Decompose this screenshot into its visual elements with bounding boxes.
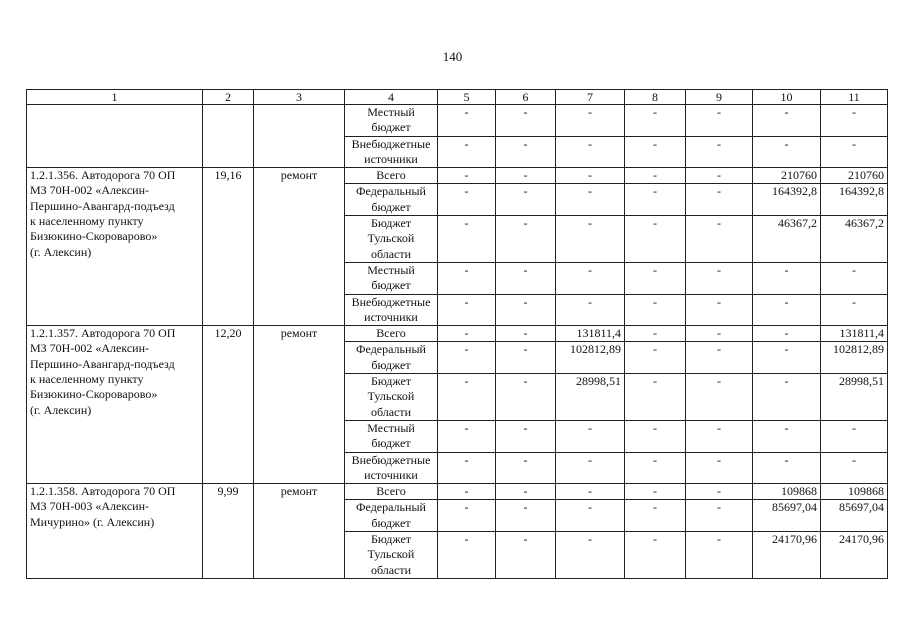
amount-cell: - — [556, 420, 625, 452]
amount-cell: - — [438, 168, 496, 184]
work-type: ремонт — [254, 484, 345, 579]
amount-cell: 164392,8 — [821, 184, 888, 216]
text-line: источники — [364, 151, 418, 166]
amount-cell: - — [496, 262, 556, 294]
amount-cell: - — [686, 532, 753, 579]
funding-source — [345, 420, 438, 452]
text-line: Тульской — [367, 231, 415, 246]
amount-cell: - — [556, 500, 625, 532]
amount-cell: 109868 — [821, 484, 888, 500]
funding-source — [345, 342, 438, 374]
amount-cell: - — [821, 420, 888, 452]
amount-cell: - — [625, 105, 686, 137]
amount-cell: - — [625, 484, 686, 500]
amount-cell: - — [625, 294, 686, 326]
amount-cell: - — [438, 500, 496, 532]
text-line: области — [370, 404, 412, 419]
amount-cell: - — [686, 136, 753, 168]
funding-source — [345, 484, 438, 500]
text-line: Бюджет — [370, 532, 412, 547]
text-line: (г. Алексин) — [30, 402, 92, 417]
work-type: ремонт — [254, 326, 345, 484]
amount-cell: - — [821, 452, 888, 484]
amount-cell: - — [496, 452, 556, 484]
amount-cell: - — [686, 420, 753, 452]
amount-cell: - — [496, 216, 556, 263]
amount-cell: - — [496, 342, 556, 374]
text-line: источники — [364, 467, 418, 482]
amount-cell: - — [625, 342, 686, 374]
budget-table — [26, 89, 888, 579]
text-line: 1.2.1.358. Автодорога 70 ОП — [30, 484, 176, 499]
amount-cell: - — [686, 500, 753, 532]
funding-source — [345, 500, 438, 532]
text-line: Местный — [367, 262, 415, 277]
table-row — [27, 168, 888, 184]
object-name — [27, 326, 203, 484]
amount-cell: - — [821, 262, 888, 294]
amount-cell: 28998,51 — [556, 374, 625, 421]
amount-cell: - — [821, 105, 888, 137]
funding-source — [345, 532, 438, 579]
amount-cell: - — [556, 136, 625, 168]
amount-cell: 210760 — [753, 168, 821, 184]
amount-cell: - — [753, 420, 821, 452]
amount-cell: - — [753, 262, 821, 294]
amount-cell: - — [625, 420, 686, 452]
amount-cell: - — [496, 500, 556, 532]
amount-cell: - — [686, 484, 753, 500]
amount-cell: - — [686, 184, 753, 216]
amount-cell: - — [556, 168, 625, 184]
amount-cell: - — [556, 532, 625, 579]
column-header: 4 — [345, 90, 438, 105]
amount-cell: 102812,89 — [821, 342, 888, 374]
amount-cell: - — [625, 326, 686, 342]
amount-cell: - — [821, 136, 888, 168]
text-line: Першино-Авангард-подъезд — [30, 356, 175, 371]
text-line: бюджет — [371, 357, 411, 372]
amount-cell: - — [556, 105, 625, 137]
table-row — [27, 326, 888, 342]
text-line: бюджет — [371, 120, 411, 135]
text-line: бюджет — [371, 436, 411, 451]
text-line: Бизюкино-Скороварово» — [30, 387, 158, 402]
text-line: Внебюджетные — [351, 294, 431, 309]
amount-cell: - — [496, 136, 556, 168]
column-header: 3 — [254, 90, 345, 105]
amount-cell: - — [556, 216, 625, 263]
length-value: 12,20 — [203, 326, 254, 484]
amount-cell: - — [556, 184, 625, 216]
amount-cell: 24170,96 — [753, 532, 821, 579]
amount-cell: - — [438, 262, 496, 294]
amount-cell: 24170,96 — [821, 532, 888, 579]
object-name — [27, 105, 203, 168]
amount-cell: - — [438, 452, 496, 484]
text-line: МЗ 70Н-002 «Алексин- — [30, 341, 150, 356]
table-row — [27, 484, 888, 500]
text-line: Внебюджетные — [351, 452, 431, 467]
amount-cell: - — [686, 216, 753, 263]
amount-cell: - — [625, 374, 686, 421]
object-name — [27, 168, 203, 326]
text-line: бюджет — [371, 515, 411, 530]
column-header: 1 — [27, 90, 203, 105]
amount-cell: - — [753, 105, 821, 137]
text-line: бюджет — [371, 278, 411, 293]
column-header: 2 — [203, 90, 254, 105]
amount-cell: - — [753, 136, 821, 168]
amount-cell: - — [438, 484, 496, 500]
text-line: области — [370, 246, 412, 261]
funding-source — [345, 374, 438, 421]
text-line: Федеральный — [356, 342, 426, 357]
amount-cell: - — [438, 532, 496, 579]
amount-cell: - — [496, 294, 556, 326]
text-line: Мичурино» (г. Алексин) — [30, 514, 155, 529]
amount-cell: - — [438, 216, 496, 263]
column-header: 11 — [821, 90, 888, 105]
amount-cell: 28998,51 — [821, 374, 888, 421]
amount-cell: - — [686, 452, 753, 484]
amount-cell: - — [625, 184, 686, 216]
amount-cell: - — [438, 105, 496, 137]
amount-cell: - — [438, 342, 496, 374]
amount-cell: 131811,4 — [556, 326, 625, 342]
funding-source — [345, 184, 438, 216]
column-header: 10 — [753, 90, 821, 105]
amount-cell: - — [496, 420, 556, 452]
amount-cell: - — [686, 326, 753, 342]
column-header: 5 — [438, 90, 496, 105]
work-type: ремонт — [254, 168, 345, 326]
amount-cell: - — [625, 136, 686, 168]
text-line: МЗ 70Н-003 «Алексин- — [30, 499, 150, 514]
amount-cell: - — [556, 484, 625, 500]
text-line: Местный — [367, 105, 415, 119]
column-header: 7 — [556, 90, 625, 105]
amount-cell: - — [753, 326, 821, 342]
funding-source — [345, 326, 438, 342]
funding-source — [345, 136, 438, 168]
length-value — [203, 105, 254, 168]
amount-cell: - — [821, 294, 888, 326]
text-line: к населенному пункту — [30, 214, 144, 229]
amount-cell: - — [556, 452, 625, 484]
amount-cell: - — [686, 294, 753, 326]
work-type — [254, 105, 345, 168]
header-row — [27, 90, 888, 105]
amount-cell: - — [753, 342, 821, 374]
page-number: 140 — [442, 49, 463, 64]
amount-cell: - — [625, 262, 686, 294]
amount-cell: - — [686, 105, 753, 137]
text-line: Всего — [376, 484, 406, 499]
amount-cell: - — [496, 484, 556, 500]
amount-cell: 85697,04 — [753, 500, 821, 532]
text-line: Внебюджетные — [351, 136, 431, 151]
amount-cell: - — [625, 452, 686, 484]
funding-source — [345, 216, 438, 263]
amount-cell: - — [438, 136, 496, 168]
text-line: Першино-Авангард-подъезд — [30, 198, 175, 213]
column-header: 9 — [686, 90, 753, 105]
amount-cell: - — [496, 168, 556, 184]
amount-cell: - — [686, 342, 753, 374]
amount-cell: - — [753, 294, 821, 326]
amount-cell: - — [625, 532, 686, 579]
amount-cell: - — [496, 326, 556, 342]
amount-cell: - — [556, 262, 625, 294]
amount-cell: - — [625, 500, 686, 532]
amount-cell: 131811,4 — [821, 326, 888, 342]
text-line: 1.2.1.356. Автодорога 70 ОП — [30, 168, 176, 183]
text-line: Всего — [376, 326, 406, 341]
amount-cell: - — [438, 294, 496, 326]
object-name — [27, 484, 203, 579]
amount-cell: - — [625, 168, 686, 184]
table-row — [27, 105, 888, 137]
text-line: Бюджет — [370, 374, 412, 389]
text-line: Бизюкино-Скороварово» — [30, 229, 158, 244]
text-line: Местный — [367, 420, 415, 435]
funding-source — [345, 452, 438, 484]
amount-cell: 85697,04 — [821, 500, 888, 532]
amount-cell: - — [438, 184, 496, 216]
funding-source — [345, 168, 438, 184]
amount-cell: 102812,89 — [556, 342, 625, 374]
length-value: 19,16 — [203, 168, 254, 326]
amount-cell: - — [556, 294, 625, 326]
funding-source — [345, 105, 438, 137]
amount-cell: 210760 — [821, 168, 888, 184]
text-line: Бюджет — [370, 216, 412, 231]
text-line: МЗ 70Н-002 «Алексин- — [30, 183, 150, 198]
length-value: 9,99 — [203, 484, 254, 579]
amount-cell: - — [438, 374, 496, 421]
amount-cell: - — [438, 420, 496, 452]
text-line: бюджет — [371, 199, 411, 214]
text-line: источники — [364, 309, 418, 324]
text-line: Федеральный — [356, 184, 426, 199]
amount-cell: 46367,2 — [753, 216, 821, 263]
amount-cell: - — [496, 532, 556, 579]
text-line: Тульской — [367, 547, 415, 562]
amount-cell: - — [753, 374, 821, 421]
amount-cell: - — [625, 216, 686, 263]
funding-source — [345, 294, 438, 326]
amount-cell: - — [686, 262, 753, 294]
text-line: Тульской — [367, 389, 415, 404]
amount-cell: 164392,8 — [753, 184, 821, 216]
amount-cell: - — [496, 184, 556, 216]
column-header: 8 — [625, 90, 686, 105]
text-line: к населенному пункту — [30, 372, 144, 387]
amount-cell: - — [753, 452, 821, 484]
amount-cell: 46367,2 — [821, 216, 888, 263]
text-line: Всего — [376, 168, 406, 183]
column-header: 6 — [496, 90, 556, 105]
text-line: (г. Алексин) — [30, 244, 92, 259]
amount-cell: - — [496, 374, 556, 421]
amount-cell: - — [496, 105, 556, 137]
funding-source — [345, 262, 438, 294]
text-line: 1.2.1.357. Автодорога 70 ОП — [30, 326, 176, 341]
amount-cell: - — [438, 326, 496, 342]
amount-cell: 109868 — [753, 484, 821, 500]
text-line: области — [370, 562, 412, 577]
text-line: Федеральный — [356, 500, 426, 515]
amount-cell: - — [686, 374, 753, 421]
amount-cell: - — [686, 168, 753, 184]
